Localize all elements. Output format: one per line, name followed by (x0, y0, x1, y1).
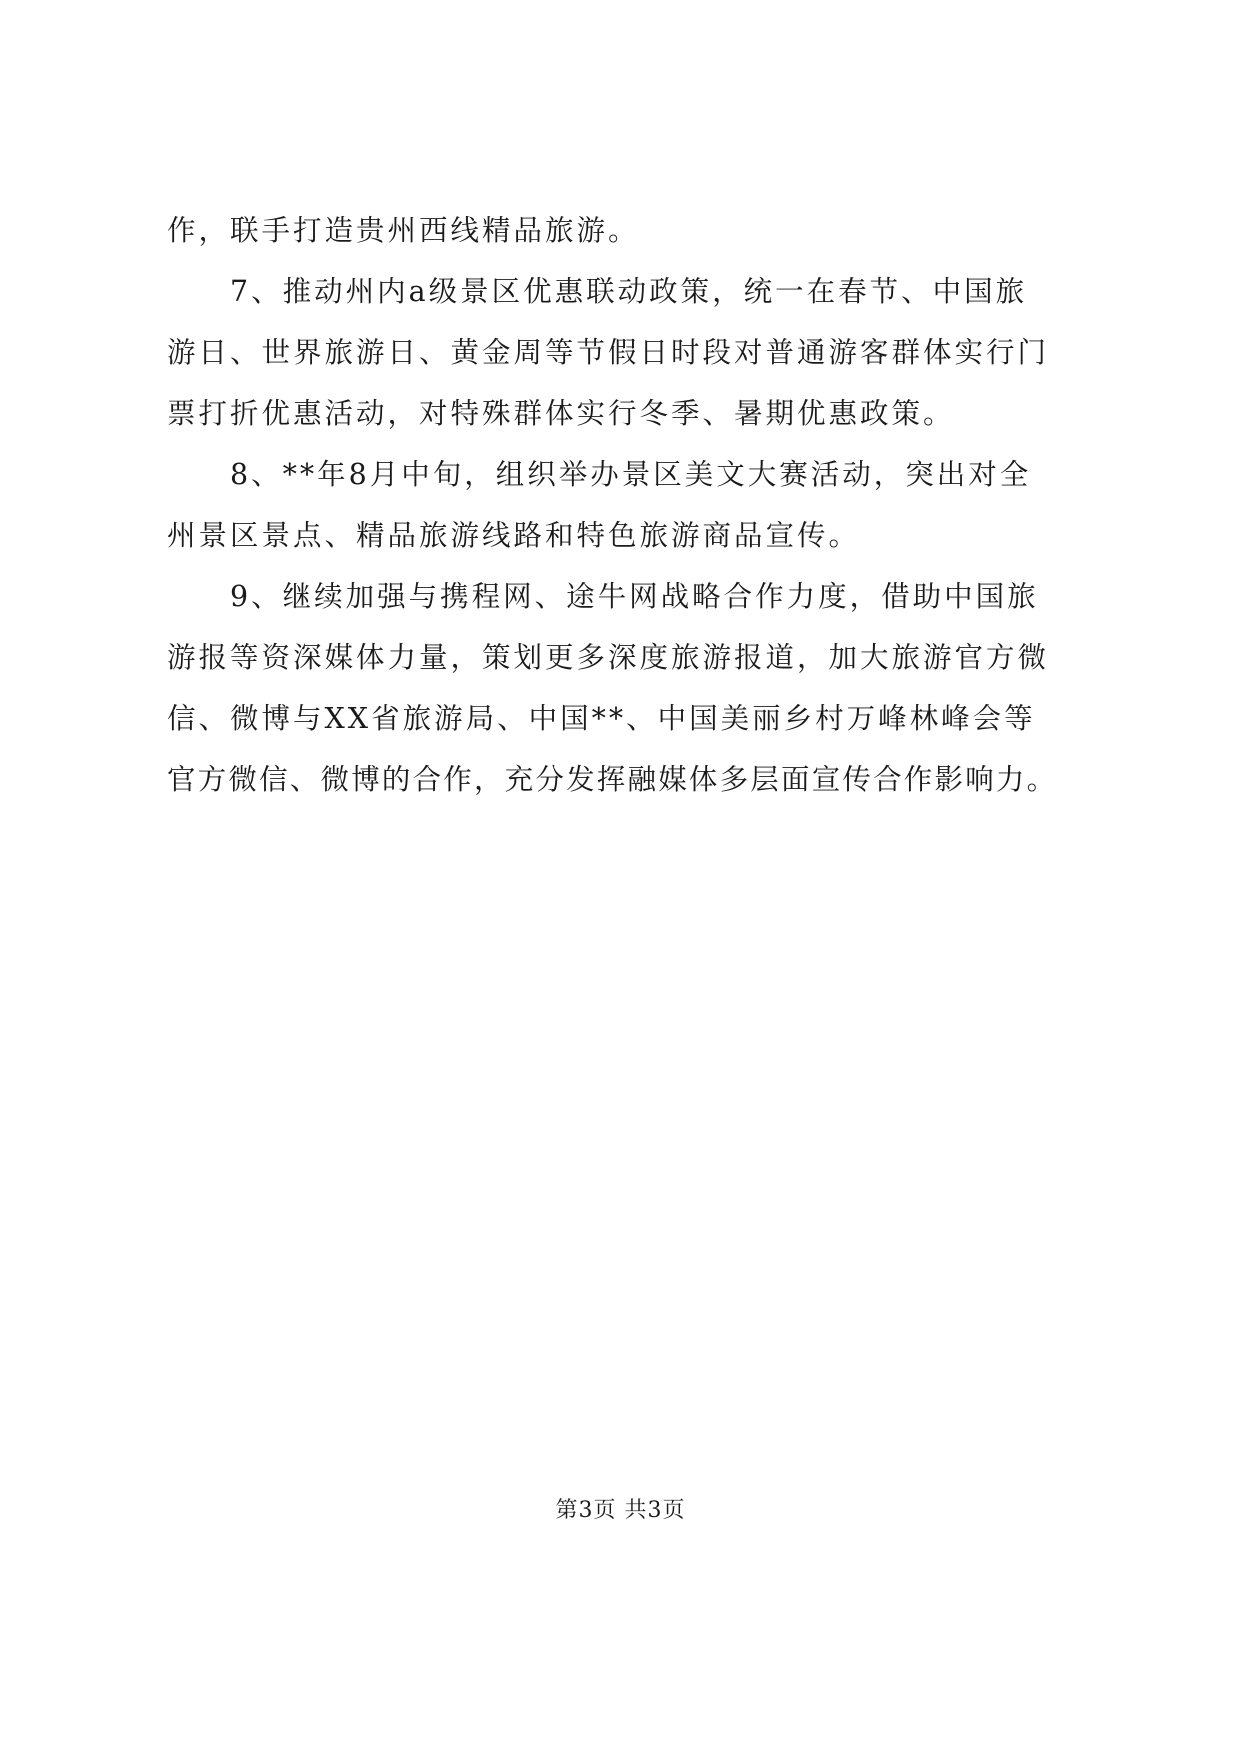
paragraph-line: 官方微信、微博的合作，充分发挥融媒体多层面宣传合作影响力。 (167, 763, 1058, 796)
paragraph-line: 游报等资深媒体力量，策划更多深度旅游报道，加大旅游官方微 (167, 641, 1050, 674)
paragraph-line: 票打折优惠活动，对特殊群体实行冬季、暑期优惠政策。 (167, 397, 955, 430)
paragraph-line: 信、微博与XX省旅游局、中国**、中国美丽乡村万峰林峰会等 (167, 702, 1036, 735)
paragraph-line: 8、**年8月中旬，组织举办景区美文大赛活动，突出对全 (230, 458, 1032, 491)
paragraph-line: 7、推动州内a级景区优惠联动政策，统一在春节、中国旅 (230, 275, 1028, 308)
document-body (167, 200, 1077, 810)
paragraph-line: 作，联手打造贵州西线精品旅游。 (167, 214, 640, 247)
paragraph-line: 游日、世界旅游日、黄金周等节假日时段对普通游客群体实行门 (167, 336, 1050, 369)
paragraph-line: 州景区景点、精品旅游线路和特色旅游商品宣传。 (167, 519, 861, 552)
paragraph-line: 9、继续加强与携程网、途牛网战略合作力度，借助中国旅 (230, 580, 1039, 613)
page-number-footer: 第3页 共3页 (555, 1498, 686, 1523)
